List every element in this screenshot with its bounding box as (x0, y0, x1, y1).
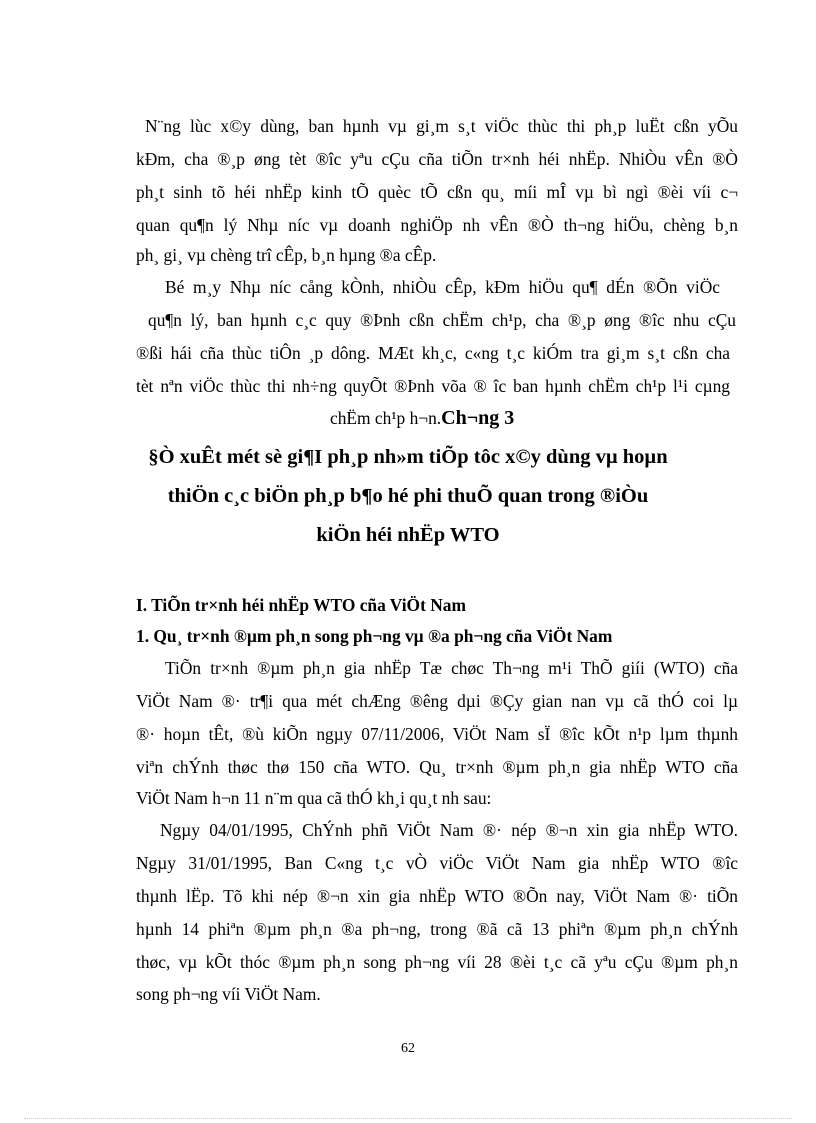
page-bottom-divider (24, 1118, 792, 1119)
body-text-line: ph¸t sinh tõ héi nhËp kinh tÕ quèc tÕ cßn qu¸ míi mÎ vµ bì ngì ®èi víi c¬ (136, 182, 738, 202)
body-text-line: ViÖt Nam ®· tr¶i qua mét chÆng ®êng dµi ®Çy gian nan vµ cã thÓ coi lµ (136, 691, 738, 711)
body-text-line: song ph¬ng víi ViÖt Nam. (136, 984, 321, 1004)
body-text-line: Ngµy 04/01/1995, ChÝnh phñ ViÖt Nam ®· nép ®¬n xin gia nhËp WTO. (160, 820, 738, 840)
body-text-line: Bé m¸y Nhµ níc cång kÒnh, nhiÒu cÊp, kÐm hiÖu qu¶ dÉn ®Õn viÖc (165, 277, 720, 297)
body-text-line: Ngµy 31/01/1995, Ban C«ng t¸c vÒ viÖc ViÖt Nam gia nhËp WTO ®îc (136, 853, 738, 873)
body-text-line: kÐm, cha ®¸p øng tèt ®îc yªu cÇu cña tiÕn tr×nh héi nhËp. NhiÒu vÊn ®Ò (136, 149, 738, 169)
body-text-line: thøc, vµ kÕt thóc ®µm ph¸n song ph¬ng víi 28 ®èi t¸c cã yªu cÇu ®µm ph¸n (136, 952, 738, 972)
section-heading: I. TiÕn tr×nh héi nhËp WTO cña ViÖt Nam (136, 595, 466, 615)
body-text-line: ViÖt Nam h¬n 11 n¨m qua cã thÓ kh¸i qu¸t nh sau: (136, 788, 492, 808)
body-text-line: quan qu¶n lý Nhµ níc vµ doanh nghiÖp nh vÊn ®Ò th¬ng hiÖu, chèng b¸n (136, 215, 738, 235)
body-text-line: N¨ng lùc x©y dùng, ban hµnh vµ gi¸m s¸t viÖc thùc thi ph¸p luËt cßn yÕu (145, 116, 738, 136)
body-text-line: tèt nªn viÖc thùc thi nh÷ng quyÕt ®Þnh võa ® îc ban hµnh chËm ch¹p l¹i cµng (136, 376, 730, 396)
chapter-title-line: thiÖn c¸c biÖn ph¸p b¶o hé phi thuÕ quan trong ®iÒu (167, 485, 649, 507)
page-number: 62 (401, 1041, 415, 1056)
chapter-label: Ch¬ng 3 (441, 407, 515, 429)
chapter-title-line: kiÖn héi nhËp WTO (316, 524, 500, 546)
body-text-line: viªn chÝnh thøc thø 150 cña WTO. Qu¸ tr×nh ®µm ph¸n gia nhËp WTO cña (136, 757, 738, 777)
subsection-heading: 1. Qu¸ tr×nh ®µm ph¸n song ph¬ng vµ ®a ph¬ng cña ViÖt Nam (136, 626, 613, 646)
body-text-line: thµnh lËp. Tõ khi nép ®¬n xin gia nhËp WTO ®Õn nay, ViÖt Nam ®· tiÕn (136, 886, 738, 906)
body-text-line: qu¶n lý, ban hµnh c¸c quy ®Þnh cßn chËm ch¹p, cha ®¸p øng ®îc nhu cÇu (148, 310, 736, 330)
body-text-line: ®· hoµn tÊt, ®ù kiÕn ngµy 07/11/2006, ViÖt Nam sÏ ®îc kÕt n¹p lµm thµnh (136, 724, 738, 744)
body-text-line: hµnh 14 phiªn ®µm ph¸n ®a ph¬ng, trong ®ã cã 13 phiªn ®µm ph¸n chÝnh (136, 919, 738, 939)
body-text-line: ph¸ gi¸ vµ chèng trî cÊp, b¸n hµng ®a cÊp. (136, 245, 437, 265)
body-text-line: ®ßi hái cña thùc tiÔn ¸p dông. MÆt kh¸c, c«ng t¸c kiÓm tra gi¸m s¸t cßn cha (136, 343, 730, 363)
body-text-fragment: chËm ch¹p h¬n. (330, 408, 442, 428)
chapter-title-line: §Ò xuÊt mét sè gi¶I ph¸p nh»m tiÕp tôc x©y dùng vµ hoµn (148, 446, 668, 468)
body-text-line (330, 407, 514, 429)
body-text-line: TiÕn tr×nh ®µm ph¸n gia nhËp Tæ chøc Th¬ng m¹i ThÕ giíi (WTO) cña (165, 658, 738, 678)
